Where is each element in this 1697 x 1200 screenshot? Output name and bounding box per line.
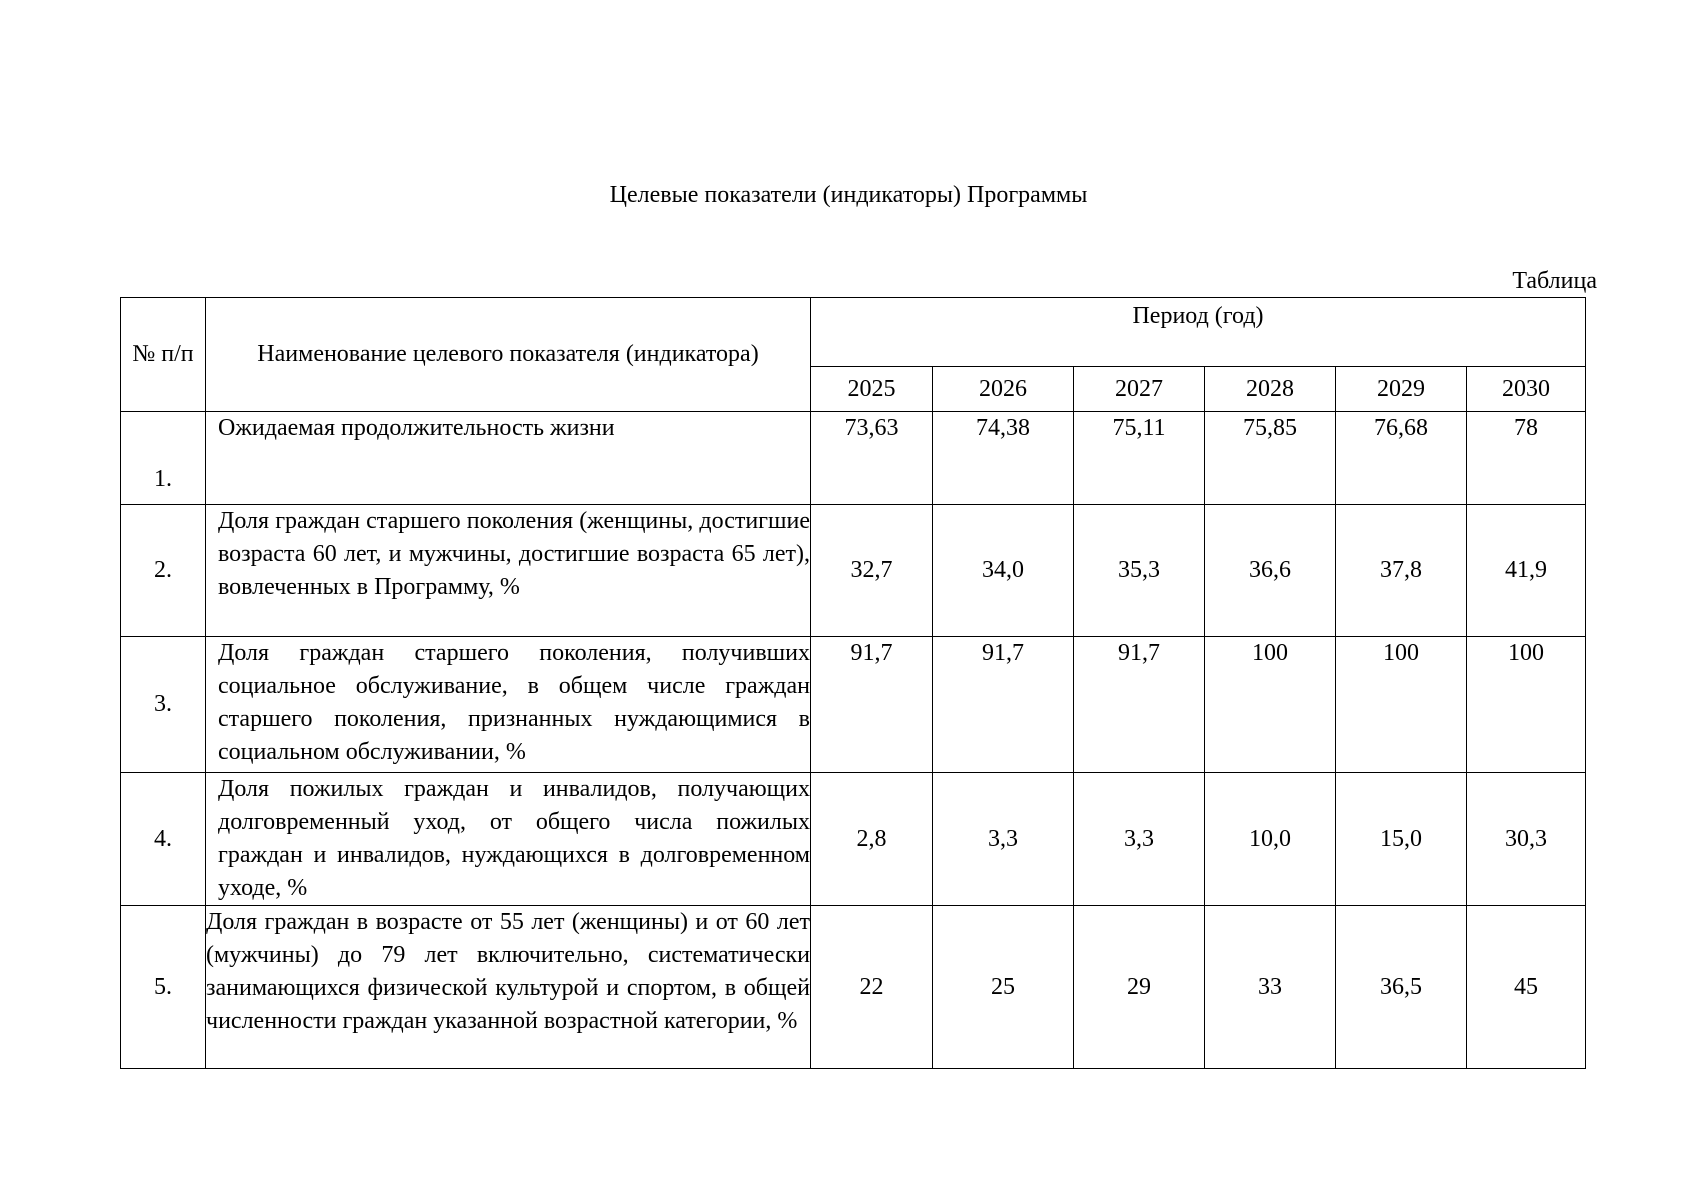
indicator-name: Доля граждан старшего поколения, получивших социальное обслуживание, в общем числе граждан старшего поколения, признанных нуждающимися в социальном обслуживании, % — [206, 637, 811, 773]
header-year: 2025 — [811, 367, 933, 412]
indicator-value: 100 — [1336, 637, 1467, 773]
indicator-value: 100 — [1205, 637, 1336, 773]
row-number: 5. — [121, 906, 206, 1069]
indicator-value: 36,6 — [1205, 505, 1336, 637]
header-year: 2026 — [933, 367, 1074, 412]
indicator-value: 73,63 — [811, 412, 933, 505]
table-row — [121, 505, 1586, 637]
header-year: 2028 — [1205, 367, 1336, 412]
indicator-value: 75,11 — [1074, 412, 1205, 505]
indicator-value: 91,7 — [811, 637, 933, 773]
header-year: 2030 — [1467, 367, 1586, 412]
indicator-name: Ожидаемая продолжительность жизни — [206, 412, 811, 505]
indicator-value: 10,0 — [1205, 773, 1336, 906]
indicator-name: Доля граждан старшего поколения (женщины, достигшие возраста 60 лет, и мужчины, достигшие возраста 65 лет), вовлеченных в Программу, % — [206, 505, 811, 637]
indicator-value: 100 — [1467, 637, 1586, 773]
row-number: 3. — [121, 637, 206, 773]
document-title: Целевые показатели (индикаторы) Программы — [609, 182, 1088, 208]
header-num: № п/п — [121, 298, 206, 412]
indicator-value: 3,3 — [1074, 773, 1205, 906]
row-number: 4. — [121, 773, 206, 906]
indicator-value: 29 — [1074, 906, 1205, 1069]
indicator-value: 22 — [811, 906, 933, 1069]
indicator-name: Доля пожилых граждан и инвалидов, получающих долговременный уход, от общего числа пожилых граждан и инвалидов, нуждающихся в долговременном уходе, % — [206, 773, 811, 906]
indicator-value: 33 — [1205, 906, 1336, 1069]
indicator-value: 91,7 — [933, 637, 1074, 773]
indicator-value: 32,7 — [811, 505, 933, 637]
table-row — [121, 637, 1586, 773]
indicator-value: 91,7 — [1074, 637, 1205, 773]
indicator-value: 25 — [933, 906, 1074, 1069]
row-number: 2. — [121, 505, 206, 637]
header-year: 2027 — [1074, 367, 1205, 412]
table-row — [121, 773, 1586, 906]
indicator-value: 34,0 — [933, 505, 1074, 637]
indicator-value: 15,0 — [1336, 773, 1467, 906]
indicator-value: 2,8 — [811, 773, 933, 906]
row-number: 1. — [121, 412, 206, 505]
indicator-value: 76,68 — [1336, 412, 1467, 505]
table-row — [121, 906, 1586, 1069]
table-caption: Таблица — [1512, 268, 1597, 294]
indicator-name: Доля граждан в возрасте от 55 лет (женщины) и от 60 лет (мужчины) до 79 лет включительно, систематически занимающихся физической культурой и спортом, в общей численности граждан указанной возрастной категории, % — [206, 906, 811, 1069]
indicator-value: 74,38 — [933, 412, 1074, 505]
indicator-value: 30,3 — [1467, 773, 1586, 906]
indicator-value: 36,5 — [1336, 906, 1467, 1069]
indicator-value: 78 — [1467, 412, 1586, 505]
table-row — [121, 412, 1586, 505]
indicator-value: 75,85 — [1205, 412, 1336, 505]
indicators-table — [120, 297, 1586, 1069]
indicator-value: 35,3 — [1074, 505, 1205, 637]
header-period: Период (год) — [811, 298, 1586, 367]
indicator-value: 37,8 — [1336, 505, 1467, 637]
indicator-value: 3,3 — [933, 773, 1074, 906]
header-name: Наименование целевого показателя (индикатора) — [206, 298, 811, 412]
indicator-value: 41,9 — [1467, 505, 1586, 637]
indicator-value: 45 — [1467, 906, 1586, 1069]
header-year: 2029 — [1336, 367, 1467, 412]
header-row — [121, 298, 1586, 367]
